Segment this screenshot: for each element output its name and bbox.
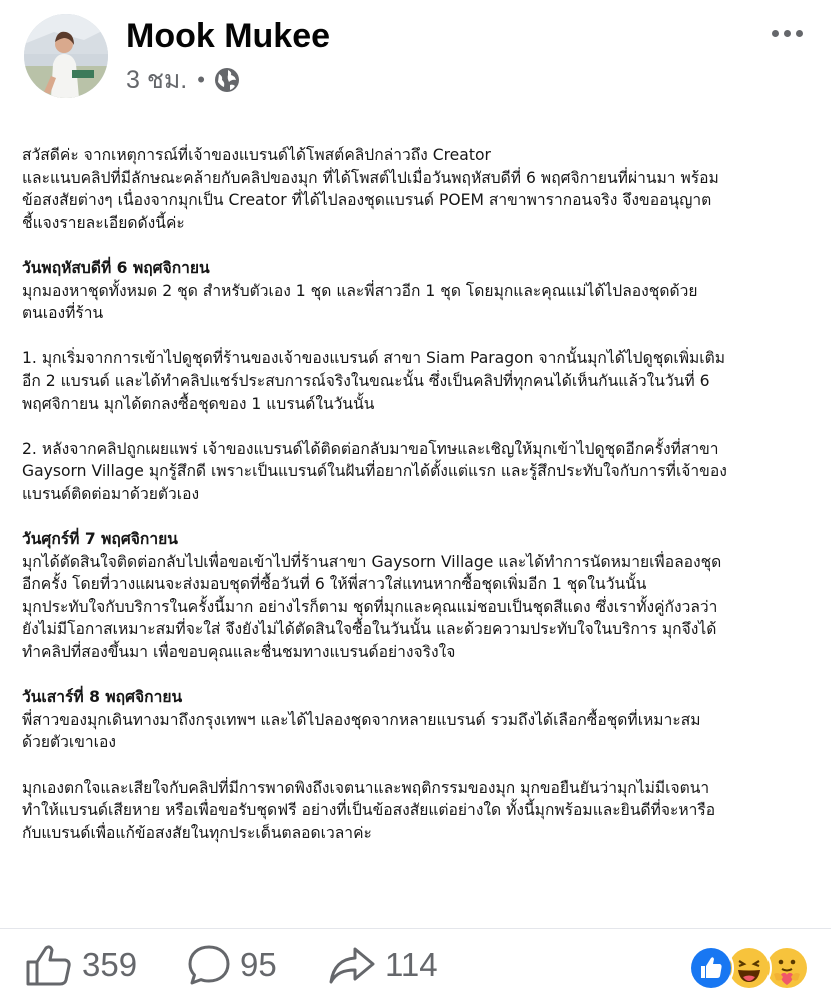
globe-icon [213, 66, 241, 94]
text-line: ทำให้แบรนด์เสียหาย หรือเพื่อขอรับชุดฟรี อย่างที่เป็นข้อสงสัยแต่อย่างใด ทั้งนี้มุกพร้อมและยินดีที่จะหารือ [22, 801, 716, 820]
text-line: อีก 2 แบรนด์ และได้ทำคลิปแชร์ประสบการณ์จริงในขณะนั้น ซึ่งเป็นคลิปที่ทุกคนได้เห็นกันแล้วในวันที่ 6 [22, 371, 710, 390]
share-arrow-icon [327, 943, 377, 987]
day1-heading: วันพฤหัสบดีที่ 6 พฤศจิกายน [22, 258, 210, 277]
post-time[interactable]: 3 ชม. [126, 66, 188, 94]
comment-button[interactable] [186, 943, 277, 987]
like-count: 359 [82, 946, 138, 983]
point1-paragraph [22, 347, 817, 415]
text-line: สวัสดีค่ะ จากเหตุการณ์ที่เจ้าของแบรนด์ได้โพสต์คลิปกล่าวถึง Creator [22, 146, 491, 164]
text-line: มุกมองหาชุดทั้งหมด 2 ชุด สำหรับตัวเอง 1 ชุด และพี่สาวอีก 1 ชุด โดยมุกและคุณแม่ได้ไปลองชุดด้วย [22, 281, 698, 300]
post-meta [126, 62, 241, 98]
meta-separator: • [197, 67, 205, 92]
text-line: ตนเองที่ร้าน [22, 304, 104, 323]
statement-text [22, 144, 817, 867]
more-options-icon[interactable] [765, 18, 809, 48]
text-line: กับแบรนด์เพื่อแก้ข้อสงสัยในทุกประเด็นตลอดเวลาค่ะ [22, 823, 372, 842]
text-line: ยังไม่มีโอกาสเหมาะสมที่จะใส่ จึงยังไม่ได้ตัดสินใจซื้อในวันนั้น และด้วยความประทับใจในบริการ มุกจึงได้ [22, 620, 717, 639]
author-name[interactable]: Mook Mukee [126, 17, 331, 55]
comment-bubble-icon [186, 943, 232, 987]
post-header [0, 0, 831, 112]
day1-section [22, 257, 817, 325]
more-dot [796, 30, 803, 37]
profile-photo [24, 14, 108, 98]
day2-section [22, 528, 817, 664]
thumbs-up-icon [24, 943, 74, 987]
post-image-statement[interactable] [0, 112, 831, 928]
closing-paragraph [22, 777, 817, 845]
text-line: มุกเองตกใจและเสียใจกับคลิปที่มีการพาดพิงถึงเจตนาและพฤติกรรมของมุก มุกขอยืนยันว่ามุกไม่มีเจตนา [22, 778, 710, 797]
share-button[interactable] [327, 943, 438, 987]
post-footer [0, 928, 831, 1001]
text-line: 1. มุกเริ่มจากการเข้าไปดูชุดที่ร้านของเจ้าของแบรนด์ สาขา Siam Paragon จากนั้นมุกได้ไปดูชุดเพิ่มเติม [22, 349, 726, 368]
text-line: พี่สาวของมุกเดินทางมาถึงกรุงเทพฯ และได้ไปลองชุดจากหลายแบรนด์ รวมถึงได้เลือกซื้อชุดที่เหมาะสม [22, 710, 701, 729]
comment-count: 95 [240, 946, 277, 983]
text-line: มุกประทับใจกับบริการในครั้งนี้มาก อย่างไรก็ตาม ชุดที่มุกและคุณแม่ชอบเป็นชุดสีแดง ซึ่งเราทั้งคู่กังวลว่า [22, 597, 718, 616]
share-count: 114 [385, 946, 438, 983]
text-line: อีกครั้ง โดยที่วางแผนจะส่งมอบชุดที่ซื้อวันที่ 6 ให้พี่สาวใส่แทนหากซื้อชุดเพิ่มอีก 1 ชุดในวันนั้น [22, 575, 647, 594]
text-line: 2. หลังจากคลิปถูกเผยแพร่ เจ้าของแบรนด์ได้ติดต่อกลับมาขอโทษและเชิญให้มุกเข้าไปดูชุดอีกครั้งที่สาขา [22, 439, 719, 458]
more-dot [772, 30, 779, 37]
like-button[interactable] [24, 943, 137, 987]
avatar[interactable] [24, 14, 108, 98]
reaction-summary[interactable] [688, 945, 818, 989]
text-line: และแนบคลิปที่มีลักษณะคล้ายกับคลิปของมุก ที่ได้โพสต์ไปเมื่อวันพฤหัสบดีที่ 6 พฤศจิกายนที่ผ่านมา พร้อม [22, 168, 719, 187]
day2-heading: วันศุกร์ที่ 7 พฤศจิกายน [22, 530, 178, 549]
text-line: พฤศจิกายน มุกได้ตกลงซื้อชุดของ 1 แบรนด์ในวันนั้น [22, 394, 375, 413]
more-dot [784, 30, 791, 37]
text-line: มุกได้ตัดสินใจติดต่อกลับไปเพื่อขอเข้าไปที่ร้านสาขา Gaysorn Village และได้ทำการนัดหมายเพื่อลองชุด [22, 552, 722, 571]
text-line: ชี้แจงรายละเอียดดังนี้ค่ะ [22, 213, 185, 232]
text-line: Gaysorn Village มุกรู้สึกดี เพราะเป็นแบรนด์ในฝันที่อยากได้ตั้งแต่แรก และรู้สึกประทับใจกับการที่เจ้าของ [22, 462, 727, 481]
point2-paragraph [22, 438, 817, 506]
text-line: ข้อสงสัยต่างๆ เนื่องจากมุกเป็น Creator ที่ได้ไปลองชุดแบรนด์ POEM สาขาพารากอนจริง จึงขออนุญาต [22, 191, 712, 210]
day3-heading: วันเสาร์ที่ 8 พฤศจิกายน [22, 688, 183, 707]
like-reaction-icon [688, 945, 734, 991]
text-line: แบรนด์ติดต่อมาด้วยตัวเอง [22, 484, 200, 503]
text-line: ด้วยตัวเขาเอง [22, 733, 116, 752]
day3-section [22, 686, 817, 754]
intro-paragraph [22, 144, 817, 234]
text-line: ทำคลิปที่สองขึ้นมา เพื่อขอบคุณและชื่นชมทางแบรนด์อย่างจริงใจ [22, 643, 456, 662]
